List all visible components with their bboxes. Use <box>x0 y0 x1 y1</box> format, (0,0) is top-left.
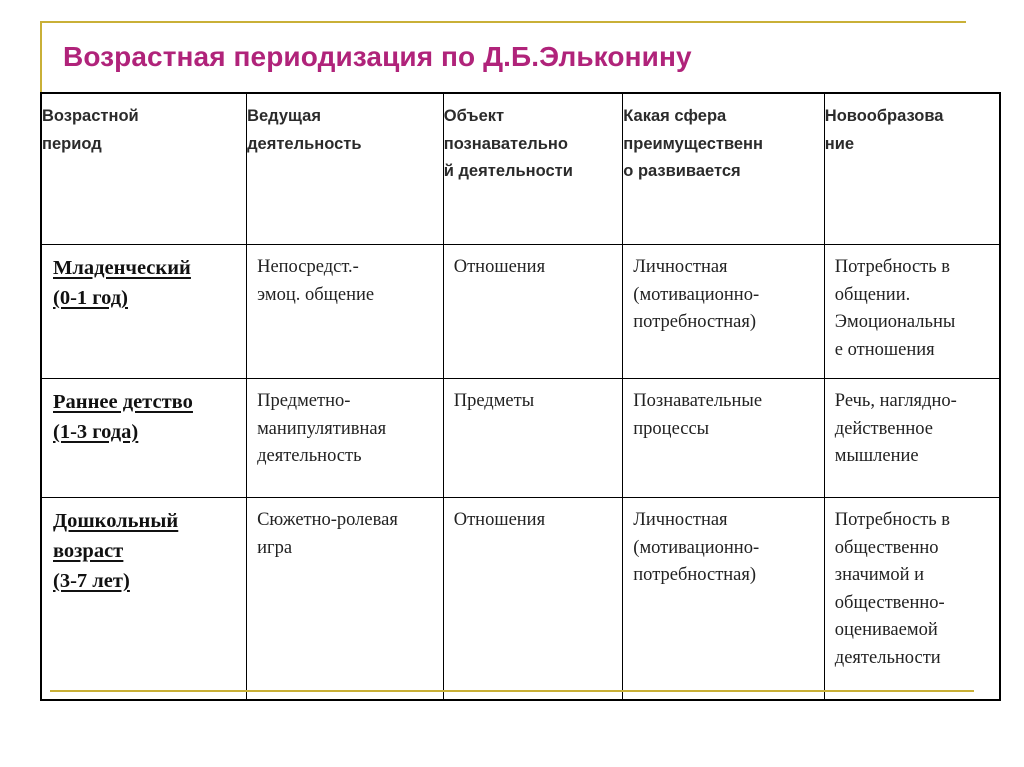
cell-developing-sphere: Познавательные процессы <box>623 379 825 498</box>
cell-leading-activity: Непосредст.- эмоц. общение <box>247 245 444 379</box>
cell-leading-activity: Предметно- манипулятивная деятельность <box>247 379 444 498</box>
cell-cognitive-object: Предметы <box>443 379 623 498</box>
cell-cognitive-object: Отношения <box>443 245 623 379</box>
table-row <box>41 379 1000 498</box>
decorative-left-line <box>40 21 42 92</box>
cell-neoformation: Потребность в общении. Эмоциональны е отношения <box>824 245 1000 379</box>
table-row <box>41 498 1000 701</box>
cell-period: Младенческий (0-1 год) <box>41 245 247 379</box>
slide-title: Возрастная периодизация по Д.Б.Эльконину <box>63 41 692 72</box>
table-row <box>41 245 1000 379</box>
header-cell-neoformation: Новообразова ние <box>824 93 1000 245</box>
header-cell-period: Возрастной период <box>41 93 247 245</box>
table-header-row <box>41 93 1000 245</box>
cell-period: Раннее детство (1-3 года) <box>41 379 247 498</box>
cell-leading-activity: Сюжетно-ролевая игра <box>247 498 444 701</box>
header-cell-cognitive-object: Объект познавательно й деятельности <box>443 93 623 245</box>
decorative-top-line <box>40 21 966 23</box>
cell-neoformation: Речь, наглядно- действенное мышление <box>824 379 1000 498</box>
decorative-bottom-line <box>50 690 974 692</box>
cell-developing-sphere: Личностная (мотивационно- потребностная) <box>623 245 825 379</box>
cell-period: Дошкольный возраст (3-7 лет) <box>41 498 247 701</box>
cell-neoformation: Потребность в общественно значимой и общественно- оцениваемой деятельности <box>824 498 1000 701</box>
cell-developing-sphere: Личностная (мотивационно- потребностная) <box>623 498 825 701</box>
header-cell-leading-activity: Ведущая деятельность <box>247 93 444 245</box>
cell-cognitive-object: Отношения <box>443 498 623 701</box>
periodization-table <box>40 92 1001 701</box>
header-cell-developing-sphere: Какая сфера преимущественн о развивается <box>623 93 825 245</box>
